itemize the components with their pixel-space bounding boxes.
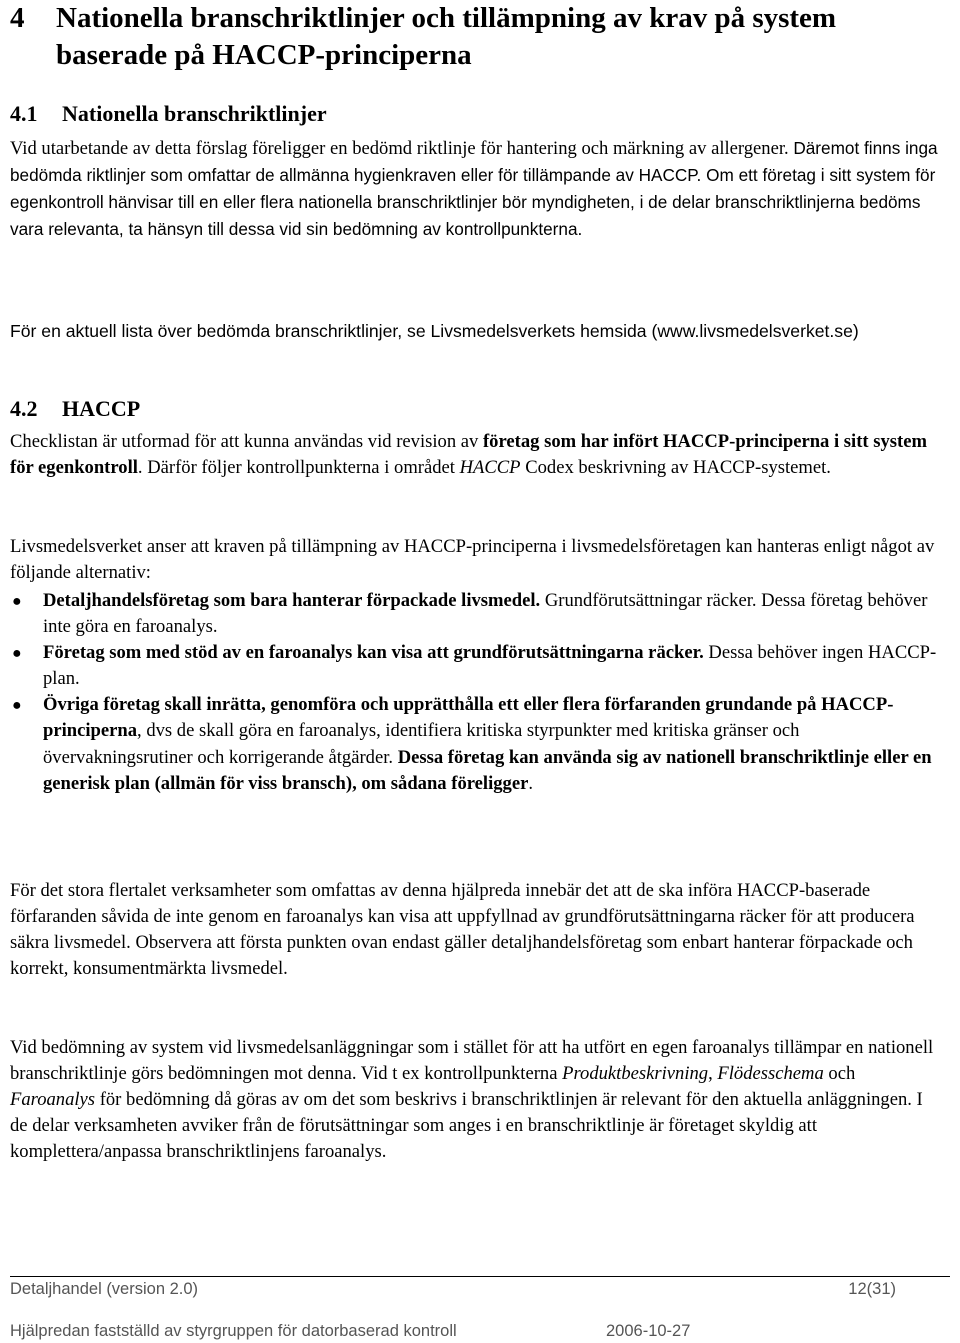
footer-document-title: Detaljhandel (version 2.0) [10,1280,199,1298]
italic-span: Faroanalys [10,1089,96,1111]
footer-approval-note: Hjälpredan fastställd av styrgruppen för datorbaserad kontroll [10,1322,457,1340]
bullet-icon: ● [12,593,22,610]
section-number: 4.2 [10,396,38,421]
alternatives-list [10,588,940,797]
text-span: . Därför följer kontrollpunkterna i området [137,457,460,479]
text-span: Vid bedömning av system vid livsmedelsanläggningar som i stället för att ha utfört en egen faroanalys tillämpar en nationell branschriktlinje görs bedömningen mot denna. Vid t ex kontrollpunkterna [10,1037,934,1085]
text-span: . [528,772,534,794]
chapter-title: Nationella branschriktlinjer och tillämpning av krav på system baserade på HACCP-principerna [56,2,837,71]
list-item [10,692,940,796]
section-4-2-paragraph-1 [10,429,940,481]
section-number: 4.1 [10,101,38,126]
section-title: Nationella branschriktlinjer [62,101,327,126]
italic-span: Flödesschema [717,1063,824,1085]
list-item [10,588,940,640]
text-span: Grundförutsättningar räcker. Dessa företag behöver inte göra en faroanalys. [43,590,928,638]
bold-span: Övriga företag skall inrätta, genomföra och upprätthålla ett eller flera förfaranden grundande på HACCP-principerna [43,694,894,742]
bold-span: Dessa företag kan använda sig av nationell branschriktlinje eller en generisk plan (allmän för viss bransch), om sådana föreligger [43,746,932,794]
text-span-sans: Däremot finns inga bedömda riktlinjer som omfattar de allmänna hygienkraven eller för tillämpande av HACCP. Om ett företag i sitt system för egenkontroll hänvisar till en eller flera nationella branschriktlinjer bör myndigheten, i de delar branschriktlinjerna bedöms vara relevanta, ta hänsyn till dessa vid sin bedömning av kontrollpunkterna. [10,138,938,240]
text-span: , [708,1063,718,1085]
footer-divider [10,1276,950,1277]
section-title: HACCP [62,396,141,421]
section-4-2-paragraph-3 [10,878,940,982]
text-span: Vid utarbetande av detta förslag föreligger en bedömd riktlinje för hantering och märkning av allergener. [10,138,794,159]
bullet-icon: ● [12,645,22,663]
section-heading-4-1 [10,101,327,127]
bullet-icon: ● [12,697,22,715]
section-4-2-paragraph-4 [10,1035,940,1165]
section-4-1-paragraph-1 [10,135,940,243]
text-span: för bedömning då göras av om det som beskrivs i branschriktlinjen är relevant för den aktuella anläggningen. I de delar verksamheten avviker från de förutsättningar som anges i en branschriktlinje är företaget skyldig att komplettera/anpassa branschriktlinjens faroanalys. [10,1089,923,1163]
footer-page-number: 12(31) [848,1280,896,1298]
section-4-1-paragraph-2 [10,318,940,345]
section-4-2-paragraph-2 [10,534,940,586]
text-span: Checklistan är utformad för att kunna användas vid revision av [10,431,483,452]
text-span: Codex beskrivning av HACCP-systemet. [520,457,831,479]
list-item [10,640,940,692]
bold-span: Företag som med stöd av en faroanalys kan visa att grundförutsättningarna räcker. [43,642,704,664]
text-span: , dvs de skall göra en faroanalys, identifiera kritiska styrpunkter med kritiska gränser och övervakningsrutiner och korrigerande åtgärder. [43,720,800,768]
text-span: För det stora flertalet verksamheter som omfattas av denna hjälpreda innebär det att de ska införa HACCP-baserade förfaranden såvida de inte genom en faroanalys kan visa att uppfyllnad av grundförutsättningarna räcker för att producera säkra livsmedel. Observera att första punkten ovan endast gäller detaljhandelsföretag som enbart hanterar förpackade och korrekt, konsumentmärkta livsmedel. [10,880,915,980]
italic-span: Produktbeskrivning [562,1063,709,1085]
section-heading-4-2 [10,396,140,422]
text-span: Dessa behöver ingen HACCP-plan. [43,642,937,690]
text-span: Livsmedelsverket anser att kraven på tillämpning av HACCP-principerna i livsmedelsföretagen kan hanteras enligt något av följande alternativ: [10,536,935,584]
italic-span: HACCP [459,457,521,479]
chapter-number: 4 [10,2,25,34]
text-span-sans: För en aktuell lista över bedömda branschriktlinjer, se Livsmedelsverkets hemsida (www.livsmedelsverket.se) [10,321,859,341]
chapter-heading [10,0,936,74]
footer-date: 2006-10-27 [606,1322,691,1340]
text-span: och [823,1063,856,1085]
bold-span: Detaljhandelsföretag som bara hanterar förpackade livsmedel. [43,590,541,611]
bold-span: företag som har infört HACCP-principerna i sitt system för egenkontroll [10,431,927,479]
